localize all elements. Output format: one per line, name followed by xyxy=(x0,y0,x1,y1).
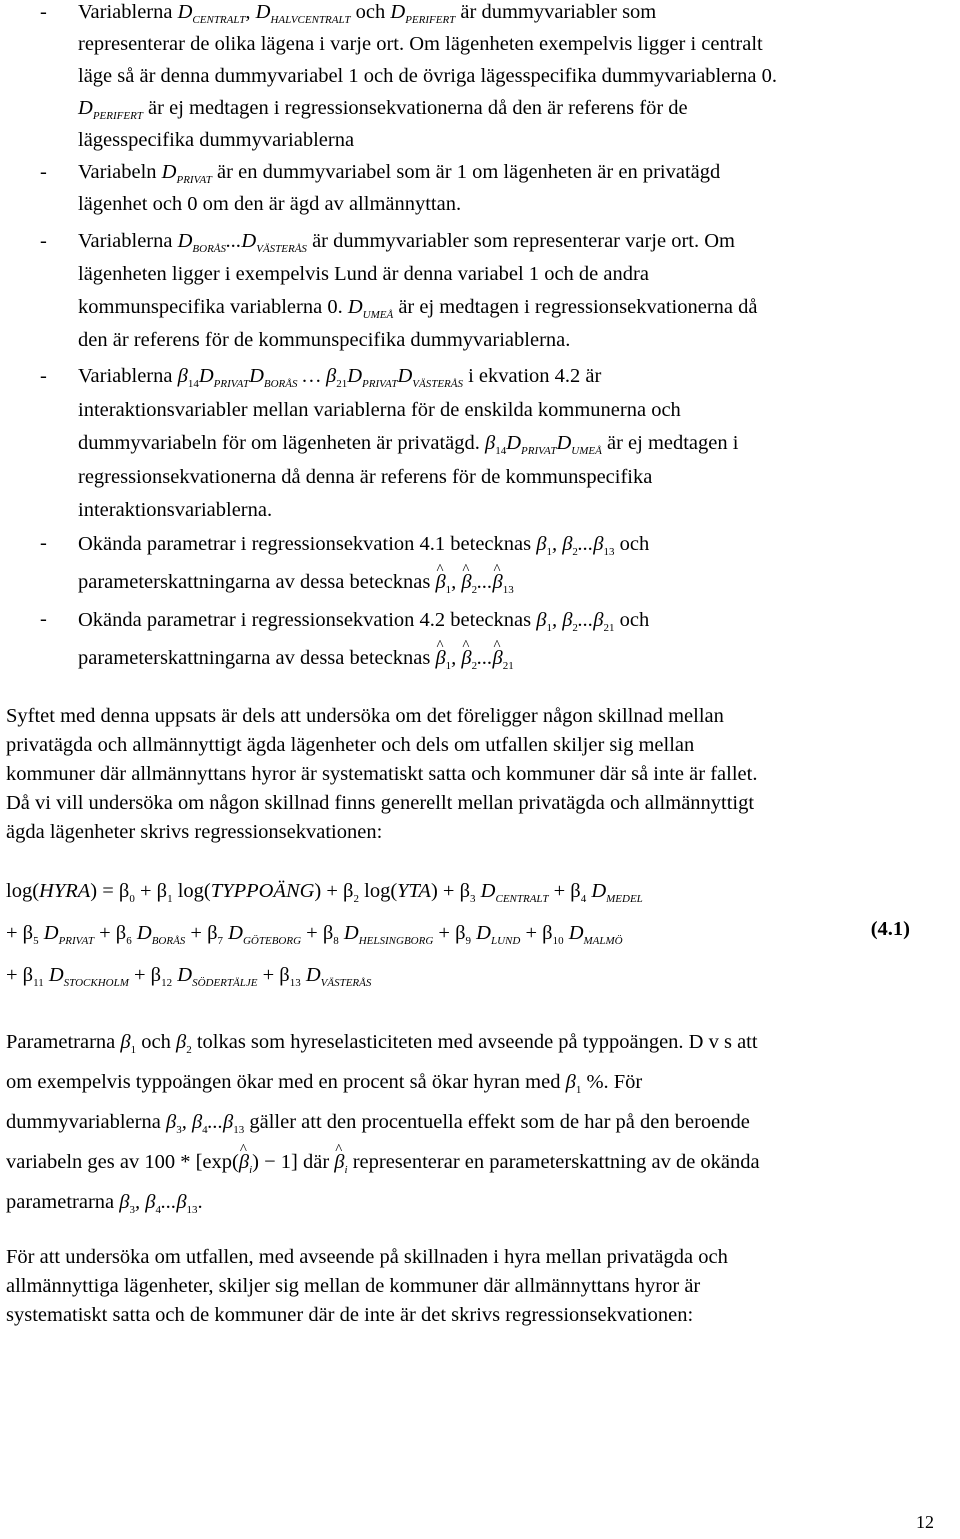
math-d-perifert-ref: $D_{PERIFERT}$ xyxy=(78,97,143,122)
bullet-parametrar-4-2: Okända parametrar i regressionsekvation 4.2 betecknas $\beta_1$, $\beta_2...\beta_{21}$ och parameterskattningarna av dessa betecknas ^ $\beta_1$, ^ $\beta_2...\^{}$ $\beta_{21}$ xyxy=(78,601,940,677)
math-d-privat: $D_{PRIVAT}$ xyxy=(161,161,212,186)
math-d-centralt: $D_{CENTRALT}$ xyxy=(177,1,246,26)
equation-4-1 xyxy=(6,880,952,1000)
math-beta-3-13: $\beta_3$, $\beta_4...\beta_{13}$ xyxy=(165,1111,245,1136)
bullet-variabler-lagen: Variablerna $D_{CENTRALT}$, $D_{HALVCENTRALT}$ och $D_{PERIFERT}$ är dummyvariabler som representerar de olika lägena i varje ort. Om lägenheten exempelvis ligger i centralt läge så är denna dummyvariabel 1 och de övriga lägesspecifika dummyvariablerna 0. $D_{PERIFERT}$ är ej medtagen i regressionsekvationerna då den är referens för de lägesspecifika dummyvariablerna xyxy=(78,1,778,151)
math-d-halvcentralt: $D_{HALVCENTRALT}$ xyxy=(255,1,351,26)
bullet-variabel-privat: Variabeln $D_{PRIVAT}$ är en dummyvariabel som är 1 om lägenheten är en privatägd lägenhet och 0 om den är ägd av allmännyttan. xyxy=(78,161,721,215)
paragraph-utfallen: För att undersöka om utfallen, med avseende på skillnaden i hyra mellan privatägda och allmännyttiga lägenheter, skiljer sig mellan de kommuner där allmännyttans hyror är systematiskt satta och de kommuner där de inte är det skrivs regressionsekvationen: xyxy=(6,1246,728,1326)
equation-line-2: + $\beta_5$ $D_{PRIVAT} + \beta_6$ $D_{BORÅS} + \beta_7$ $D_{GÖTEBORG} + \beta_8$ $D_{HELSINGBORG} + \beta_9$ $D_{LUND} + \beta_{10}$ $D_{MALMÖ}$ xyxy=(6,922,623,947)
equation-line-3: + $\beta_{11}$ $D_{STOCKHOLM} + \beta_{12}$ $D_{SÖDERTÄLJE} + \beta_{13}$ $D_{VÄSTERÅS}$ xyxy=(6,964,372,989)
math-beta-1-21: $\beta_1$, $\beta_2...\beta_{21}$ xyxy=(536,609,615,634)
equation-line-1: log(HYRA) = $\beta_0 + \beta_1$ log(TYPPOÄNG) + $\beta_2$ $\log(YTA) + \beta_3$ $D_{CENTRALT} + \beta_4$ $D_{MEDEL}$ xyxy=(6,880,643,905)
bullet-dash: - xyxy=(40,230,47,252)
math-betahat-i: ^ $\beta_i$ xyxy=(334,1151,347,1173)
bullet-dash: - xyxy=(40,532,47,554)
bullet-interaktionsvariabler: Variablerna $\beta_{14}D_{PRIVAT}D_{BORÅS}$ … $\beta_{21}D_{PRIVAT}D_{VÄSTERÅS}$ i ekvation 4.2 är interaktionsvariabler mellan variablerna för de enskilda kommunerna och dummyvariabeln för om lägenheten är privatägd. $\beta_{14}D_{PRIVAT}D_{UMEÅ}$ är ej medtagen i regressionsekvationerna då denna är referens för de kommunspecifika interaktionsvariablerna. xyxy=(78,365,739,521)
math-beta14-privat-umea: $\beta_{14}D_{PRIVAT}D_{UMEÅ}$ xyxy=(485,432,602,457)
bullet-dash: - xyxy=(40,1,47,23)
math-betahat-1-21: ^ $\beta_1$, ^ $\beta_2...\^{}$ $\beta_{21}$ xyxy=(435,647,513,669)
equation-number: (4.1) xyxy=(870,918,910,940)
page-number: 12 xyxy=(916,1512,934,1532)
math-d-boras-vasteras: $D_{BORÅS}...D_{VÄSTERÅS}$ xyxy=(177,230,307,255)
math-betahat-1-13: ^ $\beta_1$, ^ $\beta_2...\^{}$ $\beta_{13}$ xyxy=(435,571,513,593)
math-d-perifert: $D_{PERIFERT}$ xyxy=(390,1,456,26)
bullet-variabler-orter: Variablerna $D_{BORÅS}...D_{VÄSTERÅS}$ är dummyvariabler som representerar varje ort. Om lägenheten ligger i exempelvis Lund är denna variabel 1 och de andra kommunspecifika variablerna 0. $D_{UMEÅ}$ är ej medtagen i regressionsekvationerna då den är referens för de kommunspecifika dummyvariablerna. xyxy=(78,230,758,351)
bullet-dash: - xyxy=(40,365,47,387)
paragraph-syfte: Syftet med denna uppsats är dels att undersöka om det föreligger någon skillnad mellan privatägda och allmännyttigt ägda lägenheter och dels om utfallen skiljer sig mellan kommuner där allmännyttans hyror är systematiskt satta och kommuner där så inte är fallet. Då vi vill undersöka om någon skillnad finns generellt mellan privatägda och allmännyttigt ägda lägenheter skrivs regressionsekvationen: xyxy=(6,705,758,843)
bullet-parametrar-4-1: Okända parametrar i regressionsekvation 4.1 betecknas $\beta_1$, $\beta_2...\beta_{13}$ och parameterskattningarna av dessa betecknas ^ $\beta_1$, ^ $\beta_2...\^{}$ $\beta_{13}$ xyxy=(78,525,940,601)
math-d-umea: $D_{UMEÅ}$ xyxy=(347,296,394,321)
math-beta-1-13: $\beta_1$, $\beta_2...\beta_{13}$ xyxy=(536,533,615,558)
math-beta1: $\beta_1$ xyxy=(565,1071,582,1096)
math-beta-3-13-end: $\beta_3$, $\beta_4...\beta_{13}$ xyxy=(119,1191,198,1216)
math-exp-formula: * [exp(^ $\beta_i) - 1$] xyxy=(175,1151,298,1173)
math-interaction-terms: $\beta_{14}D_{PRIVAT}D_{BORÅS}$ … $\beta_{21}D_{PRIVAT}D_{VÄSTERÅS}$ xyxy=(177,365,463,390)
math-beta1: $\beta_1$ xyxy=(120,1031,137,1056)
bullet-dash: - xyxy=(40,161,47,183)
bullet-dash: - xyxy=(40,608,47,630)
paragraph-parametrar: Parametrarna $\beta_1$ och $\beta_2$ tolkas som hyreselasticiteten med avseende på typpoängen. D v s att om exempelvis typpoängen ökar med en procent så ökar hyran med $\beta_1$ %. För dummyvariablerna $\beta_3$, $\beta_4...\beta_{13}$ gäller att den procentuella effekt som de har på den beroende variabeln ges av 100 * [exp(^ $\beta_i) - 1$] där ^ $\beta_i$ representerar en parameterskattning av de okända parametrarna $\beta_3$, $\beta_4...\beta_{13}$. xyxy=(6,1022,952,1222)
math-beta2: $\beta_2$ xyxy=(175,1031,192,1056)
